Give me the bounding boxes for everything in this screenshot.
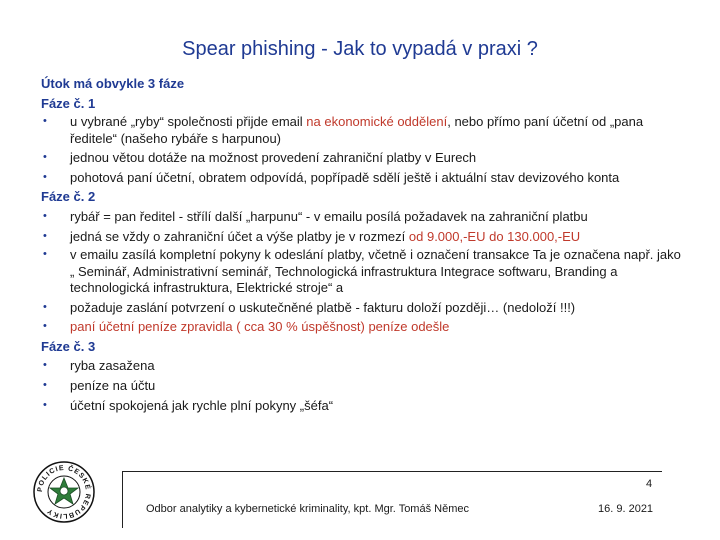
- phase1-bullet-2: • jednou větou dotáže na možnost provedení zahraniční platby v Eurech: [41, 148, 681, 168]
- phase3-heading: Fáze č. 3: [41, 338, 96, 354]
- phase1-bullet-1: • u vybrané „ryby“ společnosti přijde email na ekonomické oddělení, nebo přímo paní účetní od „pana ředitele“ (našeho rybáře s harpunou): [41, 113, 681, 148]
- logo-text: POLICIE ČESKÉ REPUBLIKY: [36, 464, 92, 520]
- phase3-bullet-2: • peníze na účtu: [41, 376, 681, 396]
- phase1-heading: Fáze č. 1: [41, 95, 96, 111]
- phase2-bullet-3: • v emailu zasílá kompletní pokyny k odeslání platby, včetně i označení transakce Ta je označena např. jako „ Seminář, Administrativní seminář, Technologická infrastruktura Integrace softwaru, Branding a technologická infrastruktura, Elektrické stroje“ a: [41, 246, 681, 298]
- footer-divider-vertical: [122, 471, 123, 528]
- footer-divider-horizontal: [122, 471, 662, 472]
- phase3-bullet-1: • ryba zasažena: [41, 356, 681, 376]
- footer-author: Odbor analytiky a kybernetické kriminality, kpt. Mgr. Tomáš Němec: [146, 503, 469, 515]
- phase2-bullet-4: • požaduje zaslání potvrzení o uskutečněné platbě - fakturu doloží později… (nedoloží !!!): [41, 298, 681, 318]
- police-logo-icon: [32, 460, 96, 524]
- footer-date: 16. 9. 2021: [598, 503, 654, 515]
- phase2-bullet-2: • jedná se vždy o zahraniční účet a výše platby je v rozmezí od 9.000,-EU do 130.000,-EU: [41, 227, 681, 247]
- phase2-heading: Fáze č. 2: [41, 189, 96, 205]
- slide-content: [41, 74, 681, 415]
- slide-title: Spear phishing - Jak to vypadá v praxi ?: [182, 38, 538, 60]
- phase2-bullet-5: • paní účetní peníze zpravidla ( cca 30 % úspěšnost) peníze odešle: [41, 317, 681, 337]
- page-number: 4: [646, 478, 653, 490]
- phase1-bullet-3: • pohotová paní účetní, obratem odpovídá, popřípadě sdělí ještě i aktuální stav devizového konta: [41, 168, 681, 188]
- phase2-bullet-1: • rybář = pan ředitel - střílí další „harpunu“ - v emailu posílá požadavek na zahraniční platbu: [41, 207, 681, 227]
- intro-heading: Útok má obvykle 3 fáze: [41, 76, 185, 91]
- phase3-bullet-3: • účetní spokojená jak rychle plní pokyny „šéfa“: [41, 396, 681, 416]
